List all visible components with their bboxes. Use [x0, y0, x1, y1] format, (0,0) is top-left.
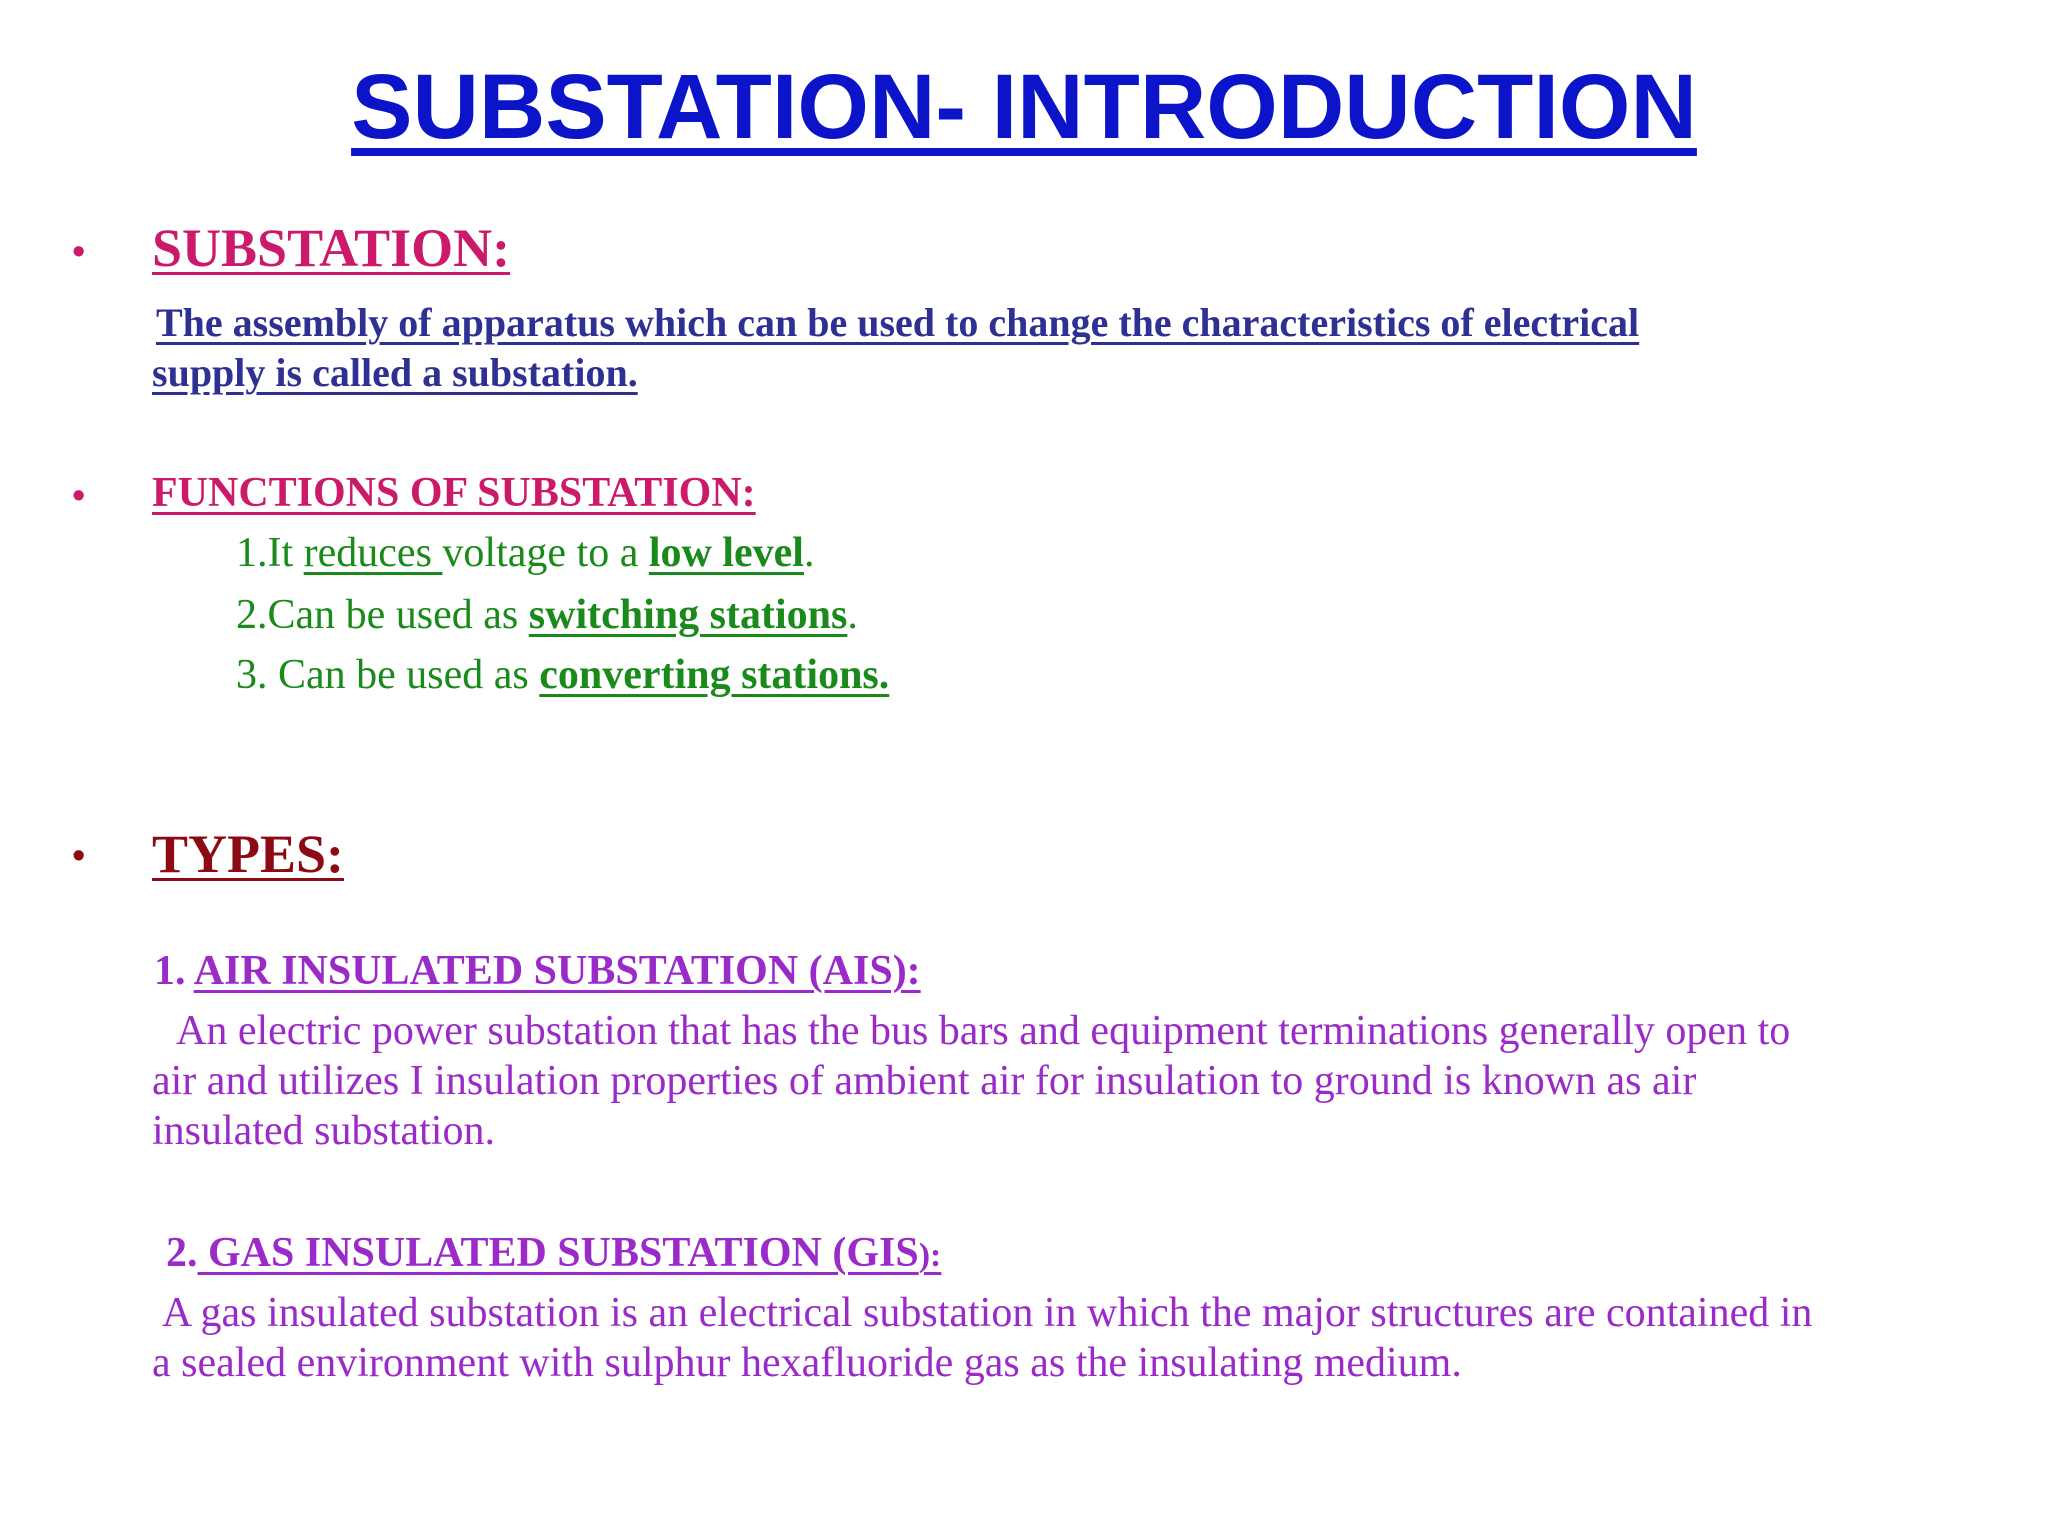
function-1-prefix: 1.It [236, 530, 304, 576]
function-1-suffix: . [803, 530, 815, 576]
function-item-2 [236, 590, 858, 640]
gis-line-1: A gas insulated substation is an electrical substation in which the major structures are contained in [162, 1290, 1813, 1336]
bullet-substation: • [72, 231, 86, 273]
functions-heading: FUNCTIONS OF SUBSTATION: [152, 470, 756, 516]
gis-line-2: a sealed environment with sulphur hexafluoride gas as the insulating medium. [152, 1340, 1462, 1386]
substation-heading: SUBSTATION: [152, 218, 511, 278]
function-1-reduces: reduces [303, 530, 443, 576]
slide-title [0, 52, 2048, 162]
gis-heading-tail: ): [918, 1237, 942, 1274]
function-3-prefix: 3. Can be used as [236, 652, 540, 698]
gis-heading-line [166, 1228, 941, 1281]
function-3-converting-stations: converting stations. [539, 652, 890, 698]
function-item-1 [236, 528, 814, 578]
ais-line-1: An electric power substation that has the bus bars and equipment terminations generally open to [176, 1008, 1791, 1054]
function-1-middle: voltage to a [442, 530, 649, 576]
function-2-prefix: 2.Can be used as [236, 592, 529, 638]
ais-line-3: insulated substation. [152, 1108, 495, 1154]
gis-number: 2. [166, 1230, 198, 1276]
types-heading: TYPES: [152, 824, 345, 884]
ais-line-2: air and utilizes I insulation properties of ambient air for insulation to ground is known as air [152, 1058, 1697, 1104]
function-2-switching-stations: switching stations [528, 592, 848, 638]
bullet-types: • [72, 835, 86, 877]
bullet-functions: • [72, 475, 86, 517]
function-item-3 [236, 650, 889, 700]
gis-heading: GAS INSULATED SUBSTATION (GIS [197, 1230, 919, 1276]
definition-line-2: supply is called a substation. [152, 350, 638, 395]
slide-title-text: SUBSTATION- INTRODUCTION [351, 56, 1697, 158]
ais-heading: AIR INSULATED SUBSTATION (AIS): [193, 948, 921, 994]
ais-heading-line [154, 946, 921, 996]
ais-number: 1. [154, 948, 194, 994]
function-1-low-level: low level [648, 530, 804, 576]
function-2-suffix: . [847, 592, 858, 638]
definition-line-1: The assembly of apparatus which can be used to change the characteristics of electrical [156, 300, 1640, 345]
